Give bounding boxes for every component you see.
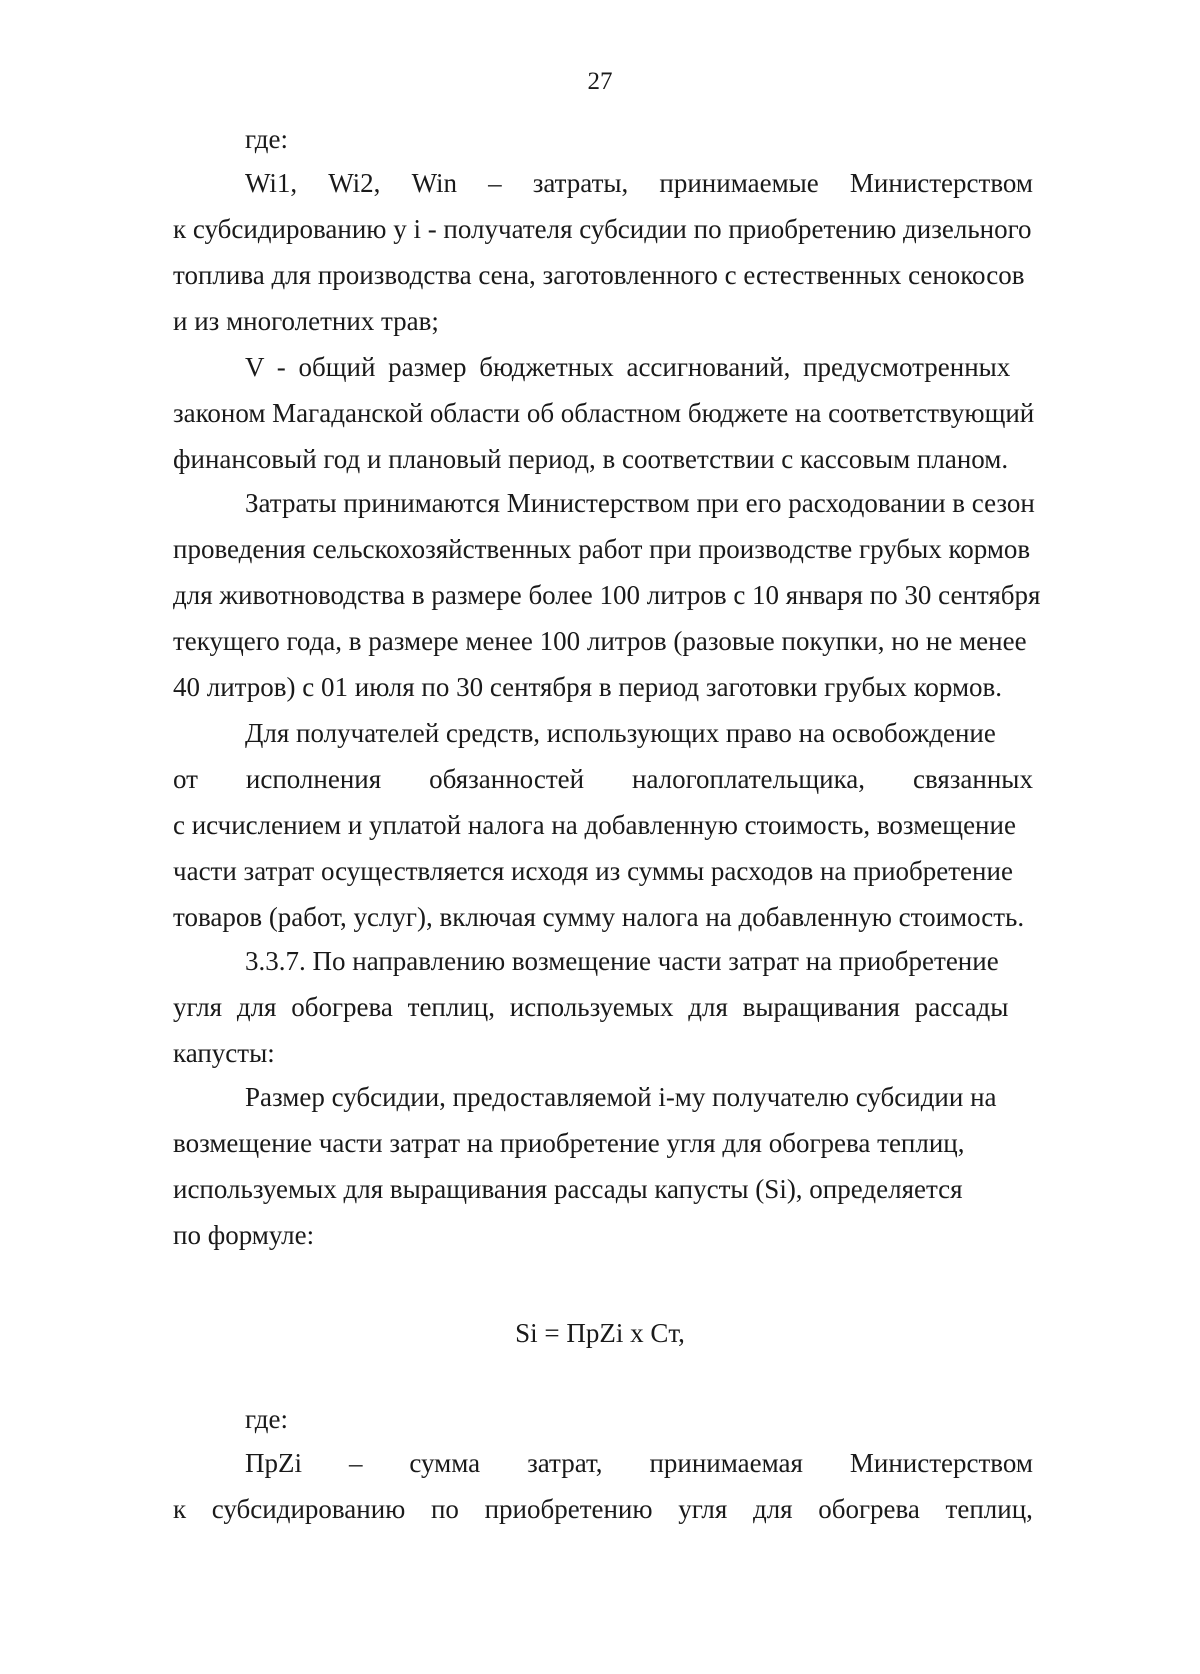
text-line: с исчислением и уплатой налога на добавленную стоимость, возмещение	[173, 810, 1016, 840]
text-line: топлива для производства сена, заготовленного с естественных сенокосов	[173, 260, 1025, 290]
text-line: угля для обогрева теплиц, используемых для выращивания рассады	[173, 992, 1009, 1022]
text-line: части затрат осуществляется исходя из суммы расходов на приобретение	[173, 856, 1013, 886]
text-line: текущего года, в размере менее 100 литров (разовые покупки, но не менее	[173, 626, 1027, 656]
text-line: товаров (работ, услуг), включая сумму налога на добавленную стоимость.	[173, 902, 1025, 932]
text-line: проведения сельскохозяйственных работ при производстве грубых кормов	[173, 534, 1031, 564]
text-line: по формуле:	[173, 1220, 315, 1250]
definition-line: ПрZi – сумма затрат, принимаемая Министерством	[245, 1448, 1033, 1478]
text-line: для животноводства в размере более 100 литров с 10 января по 30 сентября	[173, 580, 1041, 610]
text-line: V - общий размер бюджетных ассигнований, предусмотренных	[245, 352, 1011, 382]
text-line: законом Магаданской области об областном бюджете на соответствующий	[173, 398, 1035, 428]
text-line: к субсидированию у i - получателя субсидии по приобретению дизельного	[173, 214, 1032, 244]
text-line: используемых для выращивания рассады капусты (Si), определяется	[173, 1174, 963, 1204]
text-line: и из многолетних трав;	[173, 306, 439, 336]
text-line: капусты:	[173, 1038, 275, 1068]
text-line: Затраты принимаются Министерством при его расходовании в сезон	[245, 488, 1035, 518]
page-number: 27	[587, 68, 613, 95]
where-label: где:	[245, 124, 288, 154]
definition-line: Wi1, Wi2, Win – затраты, принимаемые Министерством	[245, 168, 1033, 198]
text-line: Для получателей средств, использующих право на освобождение	[245, 718, 996, 748]
where-label: где:	[245, 1404, 288, 1434]
formula: Si = ПрZi x Cт,	[515, 1318, 685, 1348]
section-heading-line: 3.3.7. По направлению возмещение части затрат на приобретение	[245, 946, 999, 976]
justified-line: к субсидированию по приобретению угля для обогрева теплиц,	[173, 1494, 1033, 1524]
text-line: 40 литров) с 01 июля по 30 сентября в период заготовки грубых кормов.	[173, 672, 1003, 702]
text-line: финансовый год и плановый период, в соответствии с кассовым планом.	[173, 444, 1009, 474]
text-line: возмещение части затрат на приобретение угля для обогрева теплиц,	[173, 1128, 965, 1158]
text-line: Размер субсидии, предоставляемой i-му получателю субсидии на	[245, 1082, 997, 1112]
justified-line: от исполнения обязанностей налогоплательщика, связанных	[173, 764, 1033, 794]
